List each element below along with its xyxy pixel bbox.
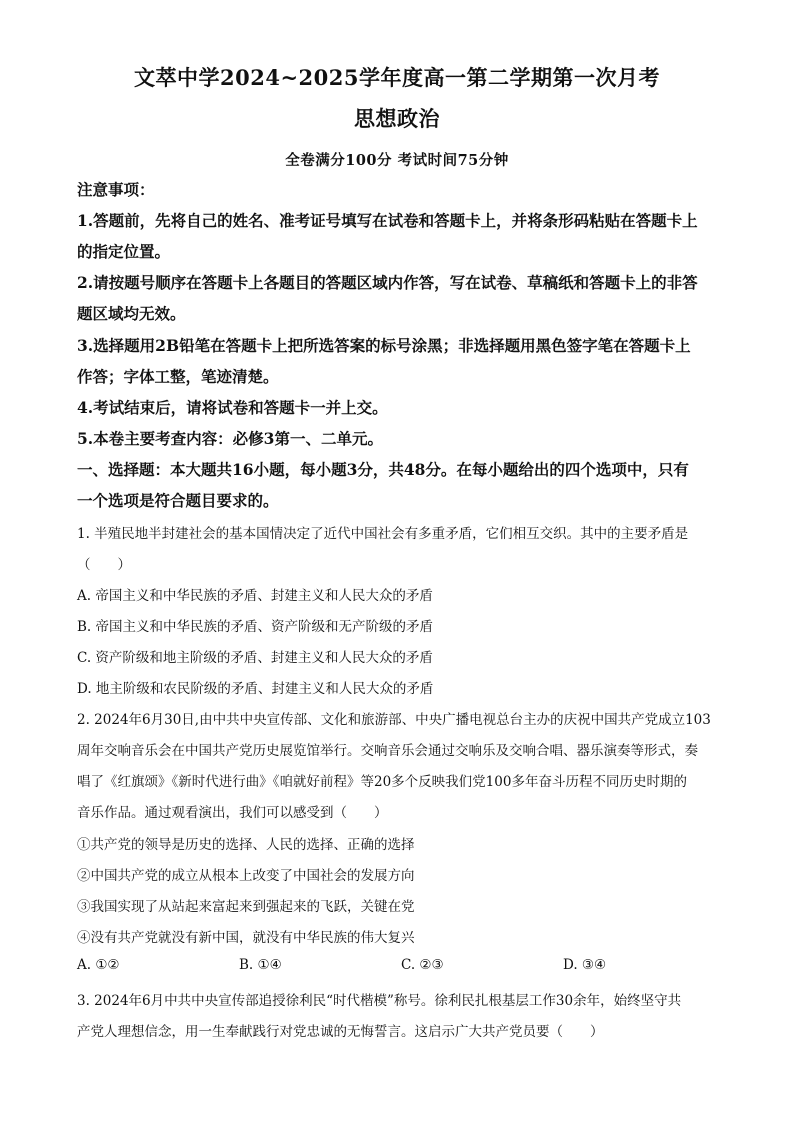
q2-choice-c: C. ②③ — [401, 957, 444, 973]
q2-stem: 2. 2024年6月30日,由中共中央宣传部、文化和旅游部、中央广播电视总台主办的庆祝中国共产党成立103 — [77, 712, 711, 728]
notice-line: 3.选择题用2B铅笔在答题卡上把所选答案的标号涂黑；非选择题用黑色签字笔在答题卡上 — [77, 336, 691, 355]
q2-choice-d: D. ③④ — [563, 957, 607, 973]
notice-heading: 注意事项： — [77, 180, 155, 199]
q2-statement-4: ④没有共产党就没有新中国，就没有中华民族的伟大复兴 — [77, 930, 415, 946]
q1-stem: 1. 半殖民地半封建社会的基本国情决定了近代中国社会有多重矛盾，它们相互交织。其中的主要矛盾是 — [77, 526, 689, 542]
notice-line: 题区域均无效。 — [77, 304, 186, 323]
notice-line: 2.请按题号顺序在答题卡上各题目的答题区域内作答，写在试卷、草稿纸和答题卡上的非答 — [77, 273, 698, 292]
notice-line: 作答；字体工整，笔迹清楚。 — [77, 367, 279, 386]
q2-statement-2: ②中国共产党的成立从根本上改变了中国社会的发展方向 — [77, 868, 415, 884]
q3-stem: 3. 2024年6月中共中央宣传部追授徐利民“时代楷模”称号。徐利民扎根基层工作30余年，始终坚守共 — [77, 993, 682, 1009]
subject-title: 思想政治 — [354, 106, 440, 131]
q1-option-a: A. 帝国主义和中华民族的矛盾、封建主义和人民大众的矛盾 — [77, 588, 433, 604]
q3-stem: 产党人理想信念，用一生奉献践行对党忠诚的无悔誓言。这启示广大共产党员要（ ） — [77, 1024, 604, 1040]
q2-stem: 音乐作品。通过观看演出，我们可以感受到（ ） — [77, 805, 388, 821]
notice-line: 4.考试结束后，请将试卷和答题卡一并上交。 — [77, 398, 388, 417]
exam-meta: 全卷满分100分 考试时间75分钟 — [285, 152, 509, 169]
q2-choice-a: A. ①② — [77, 957, 120, 973]
notice-line: 1.答题前，先将自己的姓名、准考证号填写在试卷和答题卡上，并将条形码粘贴在答题卡上 — [77, 211, 698, 230]
q1-option-d: D. 地主阶级和农民阶级的矛盾、封建主义和人民大众的矛盾 — [77, 681, 434, 697]
q1-option-b: B. 帝国主义和中华民族的矛盾、资产阶级和无产阶级的矛盾 — [77, 619, 434, 635]
notice-line: 5.本卷主要考查内容：必修3第一、二单元。 — [77, 429, 383, 448]
q2-choice-b: B. ①④ — [239, 957, 282, 973]
q2-statement-1: ①共产党的领导是历史的选择、人民的选择、正确的选择 — [77, 837, 415, 853]
section-heading: 一个选项是符合题目要求的。 — [77, 491, 279, 510]
q2-stem: 周年交响音乐会在中国共产党历史展览馆举行。交响音乐会通过交响乐及交响合唱、器乐演奏等形式，奏 — [77, 743, 698, 759]
q2-statement-3: ③我国实现了从站起来富起来到强起来的飞跃，关键在党 — [77, 899, 415, 915]
section-heading: 一、选择题：本大题共16小题，每小题3分，共48分。在每小题给出的四个选项中，只有 — [77, 460, 689, 479]
q2-stem: 唱了《红旗颂》《新时代进行曲》《咱就好前程》等20多个反映我们党100多年奋斗历程不同历史时期的 — [77, 774, 687, 790]
exam-title: 文萃中学2024~2025学年度高一第二学期第一次月考 — [134, 65, 660, 90]
notice-line: 的指定位置。 — [77, 242, 171, 261]
q1-option-c: C. 资产阶级和地主阶级的矛盾、封建主义和人民大众的矛盾 — [77, 650, 433, 666]
q1-stem: （ ） — [77, 557, 131, 573]
